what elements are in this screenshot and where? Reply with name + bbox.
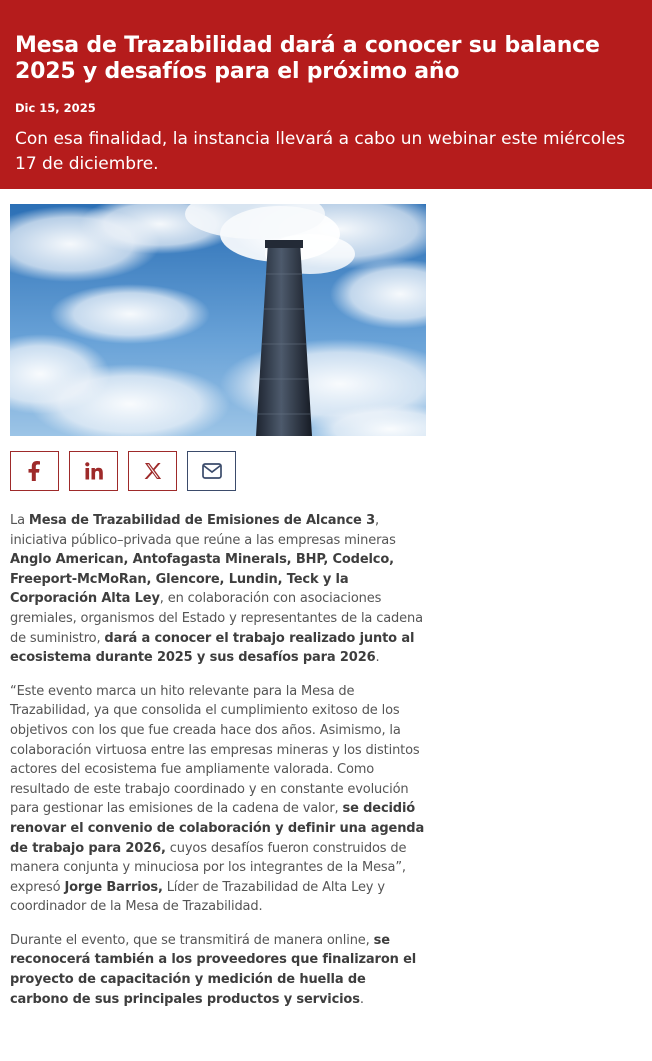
article-header bbox=[0, 0, 652, 189]
article-paragraph bbox=[10, 931, 428, 1009]
bold-span: se decidió renovar el convenio de colaboración y definir una agenda de trabajo para 2026, bbox=[10, 801, 425, 856]
text-span: . bbox=[359, 991, 364, 1007]
text-span: . bbox=[375, 650, 380, 666]
text-span: cuyos desafíos fueron construidos de manera conjunta y minuciosa por los integrantes de la Mesa”, expresó bbox=[10, 840, 407, 895]
share-linkedin-button[interactable] bbox=[69, 451, 118, 491]
article-paragraph bbox=[10, 682, 428, 917]
article-body bbox=[10, 511, 428, 1023]
chimney-image bbox=[10, 204, 426, 436]
publish-date: Dic 15, 2025 bbox=[15, 101, 96, 115]
share-email-button[interactable] bbox=[187, 451, 236, 491]
share-bar bbox=[10, 451, 236, 491]
article-paragraph bbox=[10, 511, 428, 668]
article-subtitle: Con esa finalidad, la instancia llevará a cabo un webinar este miércoles 17 de diciembre. bbox=[15, 129, 626, 174]
share-facebook-button[interactable] bbox=[10, 451, 59, 491]
email-icon bbox=[202, 463, 222, 479]
bold-span: se reconocerá también a los proveedores que finalizaron el proyecto de capacitación y medición de huella de carbono de sus principales productos y servicios bbox=[10, 932, 417, 1007]
article-title: Mesa de Trazabilidad dará a conocer su balance 2025 y desafíos para el próximo año bbox=[15, 33, 600, 84]
bold-span: Anglo American, Antofagasta Minerals, BHP, Codelco, Freeport-McMoRan, Glencore, Lundin, Teck y la Corporación Alta Ley bbox=[10, 552, 394, 607]
linkedin-icon bbox=[85, 462, 103, 480]
text-span: La bbox=[10, 513, 29, 528]
share-x-button[interactable] bbox=[128, 451, 177, 491]
text-span: , en colaboración con asociaciones gremiales, organismos del Estado y representantes de la cadena de suministro, bbox=[10, 591, 423, 646]
text-span: Líder de Trazabilidad de Alta Ley y coordinador de la Mesa de Trazabilidad. bbox=[10, 879, 385, 915]
bold-span: dará a conocer el trabajo realizado junto al ecosistema durante 2025 y sus desafíos para 2026 bbox=[10, 630, 415, 666]
bold-span: Mesa de Trazabilidad de Emisiones de Alcance 3 bbox=[28, 513, 375, 528]
x-icon bbox=[144, 462, 162, 480]
facebook-icon bbox=[26, 461, 44, 481]
text-span: “Este evento marca un hito relevante para la Mesa de Trazabilidad, ya que consolida el cumplimiento exitoso de los objetivos con los que fue creada hace dos años. Asimismo, la colaboración virtuosa entre las empresas mineras y los distintos actores del ecosistema fue ampliamente valorada. Como resultado de este trabajo coordinado y en constante evolución para gestionar las emisiones de la cadena de valor, bbox=[10, 683, 420, 817]
text-span: Durante el evento, que se transmitirá de manera online, bbox=[10, 932, 374, 948]
bold-span: Jorge Barrios, bbox=[64, 879, 163, 895]
hero-image bbox=[10, 204, 426, 436]
text-span: , iniciativa público–privada que reúne a las empresas mineras bbox=[10, 513, 396, 548]
